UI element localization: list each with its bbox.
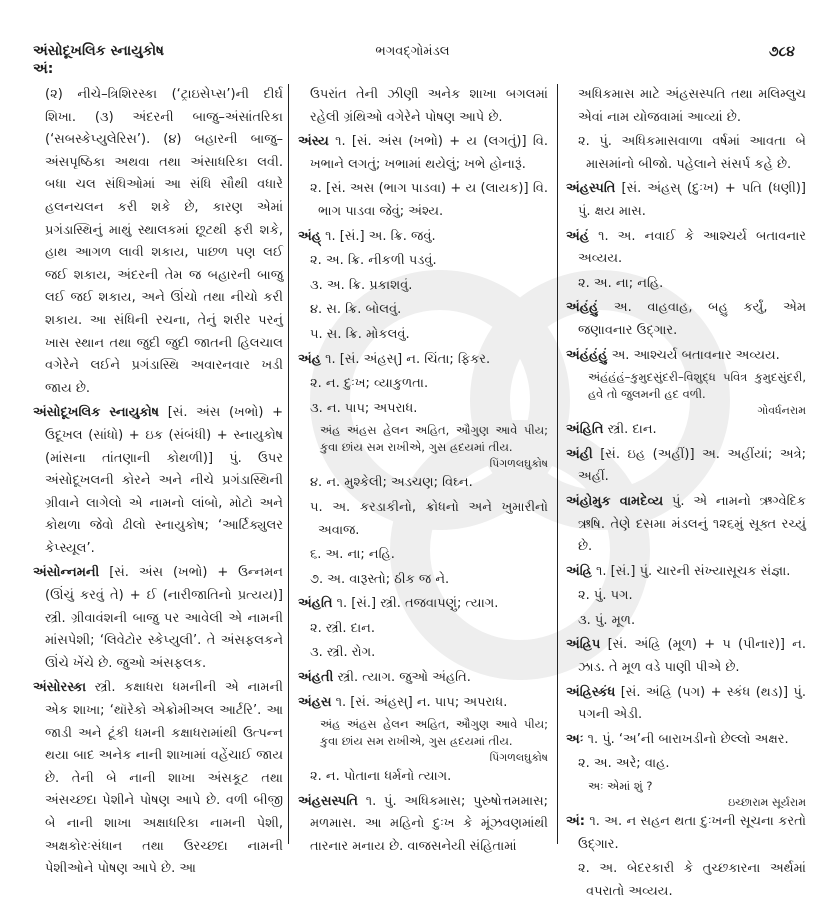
definition-text: [સં. અંહ્રિ (પગ) + સ્કંધ (થડ)] પું. પગની એડી.	[578, 684, 806, 723]
sense-item	[298, 472, 548, 495]
dictionary-entry	[298, 349, 548, 372]
definition-text: ૫. સ. ક્રિ. મોકલવું.	[310, 326, 410, 342]
sense-item	[298, 373, 548, 396]
definition-text: ૪. ન. મુશ્કેલી; અડચણ; વિઘ્ન.	[310, 475, 473, 491]
quote-text: અંહ અંહસ હેલન અહિત, ઔગુણ આવે પીય; કુવા છાંય સમ રાખીએ, ગુસ હ્રદયમાં તીય.	[320, 423, 548, 455]
dictionary-entry	[33, 402, 283, 560]
definition-text: ૬. અ. ના; નહિ.	[310, 547, 395, 563]
sense-item	[298, 250, 548, 273]
quote-text: અઃ એમાં શું ?	[588, 779, 653, 794]
headword: અંહોમુક વામદેવ્ય	[566, 493, 664, 509]
definition-text: સ્ત્રી. દાન.	[607, 422, 657, 438]
sense-item	[298, 569, 548, 592]
definition-text: ૨. સ્ત્રી. દાન.	[310, 620, 375, 636]
page-title: ભગવદ્ગોમંડલ	[375, 44, 450, 59]
definition-text: ૨. અ. ના; નહિ.	[578, 275, 664, 291]
definition-text: ૩. ન. પાપ; અપરાધ.	[310, 400, 418, 416]
headword: અંહસસ્પતિ	[298, 793, 358, 809]
sense-item	[566, 610, 806, 633]
headword: અંહંહું	[566, 300, 599, 316]
dictionary-entry	[298, 131, 548, 176]
dictionary-entry	[566, 178, 806, 223]
quotation	[566, 369, 806, 419]
headword: અંહંહંહું	[566, 347, 608, 363]
headword: અંહી	[566, 446, 593, 462]
quote-source: પિંગળલઘુકોષ	[489, 751, 548, 765]
sense-item	[298, 497, 548, 542]
headword: અંહ્રિ	[566, 563, 592, 579]
column-3	[566, 84, 806, 905]
sense-item	[298, 275, 548, 298]
headword: અંહસ્પતિ	[566, 181, 616, 197]
definition-text: ૧. અ. નવાઈ કે આશ્ચર્ય બતાવનાર અવ્યય.	[578, 228, 806, 267]
running-head-last-word: અં:	[33, 61, 54, 77]
dictionary-entry	[566, 226, 806, 271]
definition-text: ૧. [સં. અંસ (ખભો) + ય (લગતું)] વિ. ખભાને લગતું; ખભામાં થયેલું; ખભે હોનારૂં.	[310, 134, 548, 172]
definition-text: ૨. [સં. અસ (ભાગ પાડવા) + ય (લાયક)] વિ. ભાગ પાડવા જેવું; અંશ્ય.	[310, 181, 548, 219]
headword: અંહસ	[298, 694, 332, 710]
dictionary-entry	[33, 677, 283, 880]
definition-text: ૩. અ. ક્રિ. પ્રકાશવું.	[310, 277, 413, 293]
definition-text: ૧. પું. અધિકમાસ; પુરુષોત્તમમાસ; મળમાસ. આ મહિનો દુઃખ કે મૂંઝવણમાંથી તારનાર મનાય છે. વાજસનેયી સંહિતામાં	[310, 793, 548, 855]
column-2	[298, 84, 548, 861]
dictionary-entry	[298, 226, 548, 249]
definition-text: સ્ત્રી. કક્ષાધરા ધમનીની એ નામની એક શાખા; ‘થૉરેકો એક્રોમીઅલ આર્ટરિ’. આ જાડી અને ટૂંકી ધમની કક્ષાધરામાંથી ઉત્પન્ન થયા બાદ અનેક નાની શાખામાં વહેંચાઈ જાય છે. તેની બે નાની શાખા અંસકૂટ તથા અંસચ્છદા પેશીને પોષણ આપે છે. વળી બીજી બે નાની શાખા અક્ષાધરિકા નામની પેશી, અક્ષકોરઃસંધાન તથા ઉરચ્છદા નામની પેશીઓને પોષણ આપે છે. આ	[45, 680, 283, 877]
continued-text	[298, 84, 548, 129]
page-number: ૭૮૪	[768, 44, 795, 60]
definition-text: પું. એ નામનો ઋગ્વેદિક ઋષિ. તેણે દસમા મંડલનું ૧૨૬મું સૂક્ત રચ્યું છે.	[578, 493, 806, 555]
dictionary-entry	[566, 561, 806, 584]
dictionary-entry	[566, 682, 806, 727]
quote-text: અંહ અંહસ હેલન અહિત, ઔગુણ આવે પીય; કુવા છાંય સમ રાખીએ, ગુસ હ્રદયમાં તીય.	[320, 717, 548, 749]
headword: અંહ્	[298, 228, 321, 244]
definition-text: ૧. [સં.] અ. ક્રિ. જવું.	[325, 228, 436, 244]
sense-item	[566, 585, 806, 608]
definition-text: ૧. અ. ન સહન થતા દુઃખની સૂચના કરતો ઉદ્ગાર.	[578, 814, 806, 852]
definition-text: ૧. [સં.] સ્ત્રી. તજવાપણું; ત્યાગ.	[336, 596, 499, 612]
sense-item	[566, 273, 806, 296]
continued-text	[33, 84, 283, 400]
sense-item	[298, 178, 548, 223]
dictionary-entry	[298, 692, 548, 715]
headword: અં:	[566, 814, 585, 830]
sense-item	[298, 618, 548, 641]
definition-text: સ્ત્રી. ત્યાગ. જુઓ અંહતિ.	[337, 670, 471, 686]
definition-text: ૨. અ. બેદરકારી કે તુચ્છકારના અર્થમાં વપરાતો અવ્યય.	[578, 861, 806, 899]
dictionary-entry	[566, 729, 806, 752]
definition-text: ૭. અ. વારૂસ્તો; ઠીક જ ને.	[310, 571, 450, 587]
definition-text: [સં. ઇહ (અહીં)] અ. અહીંયાં; અત્રે; અહીં.	[578, 446, 806, 485]
definition-text: [સં. અંહ્રિ (મૂળ) + પ (પીનાર)] ન. ઝાડ. તે મૂળ વડે પાણી પીએ છે.	[578, 637, 806, 676]
definition-text: ૨. પું. પગ.	[578, 588, 633, 604]
sense-item	[298, 766, 548, 789]
quotation	[298, 422, 548, 472]
sense-item	[298, 324, 548, 347]
dictionary-entry	[566, 491, 806, 559]
headword: અંહતિ	[298, 596, 333, 612]
definition-text: [સં. અંસ (ખભો) + ઉન્નમન (ઊંચું કરવું તે) + ઈ (નારીજાતિનો પ્રત્યય)] સ્ત્રી. ગ્રીવાવંશની બાજુ પર આવેલી એ નામની માંસપેશી; ‘લિવેટોર સ્કેપ્યુલી’. તે અંસફલકને ઊંચે ખેંચે છે. જુઓ અંસફલક.	[45, 565, 283, 671]
definition-text: [સં. અંસ (ખભો) + ઉદૂખલ (સાંધો) + ઇક (સંબંધી) + સ્નાયુકોષ (માંસના તાંતણાની કોથળી)] પું. ઉપર અંસોદૂખલની કોરને અને નીચે પ્રગંડાસ્થિની ગ્રીવાને લાગેલો એ નામનો લાંબો, મોટો અને કોથળા જેવો ઢીલો સ્નાયુકોષ; ‘આર્ટિક્યુલર કેપ્સ્યૂલ’.	[45, 405, 283, 556]
dictionary-entry	[298, 593, 548, 616]
dictionary-entry	[566, 419, 806, 442]
definition-text: ૫. અ. કરડાકીનો, ક્રોધનો અને ખુમારીનો અવાજ.	[310, 499, 548, 538]
running-head-first-word: અંસોદૂખલિક સ્નાયુકોષ	[33, 43, 164, 59]
quote-source: પિંગળલઘુકોષ	[489, 457, 548, 471]
quote-text: અંહંહંહં–કુમુદસુંદરી–વિશુદ્ધ પવિત્ર કુમુદસુંદરી, હવે તો જુલમની હદ વળી.	[588, 370, 806, 402]
definition-text: ૨. અ. ક્રિ. નીકળી પડવું.	[310, 253, 437, 269]
headword: અંહ્રિસ્કંધ	[566, 684, 616, 700]
sense-item	[298, 642, 548, 665]
definition-text: ૨. ન. દુઃખ; વ્યાકુળતા.	[310, 376, 429, 392]
dictionary-entry	[566, 297, 806, 342]
sense-item	[298, 299, 548, 322]
definition-text: ૩. પું. મૂળ.	[578, 612, 636, 628]
dictionary-entry	[566, 634, 806, 679]
definition-text: ૧. પું. ‘અ’ની બારાખડીનો છેલ્લો અક્ષર.	[587, 731, 789, 747]
definition-text: ૧. [સં.] પું. ચારની સંખ્યાસૂચક સંજ્ઞા.	[596, 563, 791, 579]
sense-item	[298, 398, 548, 421]
definition-text: ૩. સ્ત્રી. રોગ.	[310, 645, 376, 661]
definition-text: (૨) નીચે–ત્રિશિરસ્કા (‘ટ્રાઇસેપ્સ’)ની દીર્ઘ શિખા. (૩) અંદરની બાજુ–અંસાંતરિકા (‘સબસ્કેપ્યુલેરિસ’). (૪) બહારની બાજુ–અંસપૃષ્ઠિકા અથવા તથા અંસાધરિકા લવી. બધા ચલ સંધિઓમાં આ સંધિ સૌથી વધારે હલનચલન કરી શકે છે, કારણ એમાં પ્રગંડાસ્થિનું માથું સ્થાલકમાં છૂટથી ફરી શકે, હાથ આગળ લાવી શકાય, પાછળ પણ લઈ જઈ શકાય, અંદરની તેમ જ બહારની બાજુ લઈ જઈ શકાય, અને ઊંચો તથા નીચો કરી શકાય. આ સંધિની રચના, તેનું શરીર પરનું ખાસ સ્થાન તથા જુદી જુદી જાતની હિલચાલ વગેરેને લઈને પ્રગંડાસ્થિ અવારનવાર ખડી જાય છે.	[45, 87, 283, 396]
dictionary-entry	[566, 444, 806, 489]
headword: અંહ્રિપ	[566, 637, 601, 653]
dictionary-entry	[33, 562, 283, 675]
dictionary-entry	[566, 811, 806, 856]
headword: અઃ	[566, 731, 584, 747]
dictionary-entry	[566, 345, 806, 368]
continued-text	[566, 84, 806, 129]
column-1	[33, 84, 283, 883]
quotation	[566, 778, 806, 811]
definition-text: ૧. [સં. અંહસ્] ન. પાપ; અપરાધ.	[335, 694, 508, 710]
sense-item	[566, 858, 806, 903]
headword: અંહિતિ	[566, 422, 604, 438]
quote-source: ગોવર્ધનરામ	[757, 404, 806, 418]
sense-item	[298, 544, 548, 567]
definition-text: અ. વાહવાહ, બહુ કર્યું, એમ જણાવનાર ઉદ્ગાર.	[578, 300, 806, 338]
dictionary-entry	[298, 791, 548, 859]
headword: અંસોરસ્કા	[33, 680, 87, 696]
column-divider	[557, 84, 558, 844]
column-divider	[288, 84, 289, 844]
headword: અંહ	[298, 351, 321, 367]
definition-text: અ. આશ્ચર્ય બતાવનાર અવ્યય.	[611, 347, 780, 363]
definition-text: [સં. અંહસ્ (દુઃખ) + પતિ (ધણી)] પું. ક્ષય માસ.	[578, 181, 806, 219]
headword: અંસ્ય	[298, 134, 329, 150]
headword: અંસોદૂખલિક સ્નાયુકોષ	[33, 405, 160, 421]
definition-text: અધિકમાસ માટે અંહસસ્પતિ તથા મલિમ્લુચ એવાં નામ યોજવામાં આવ્યાં છે.	[578, 87, 806, 125]
definition-text: ૧. [સં. અંહસ્] ન. ચિંતા; ફિકર.	[325, 351, 491, 367]
definition-text: ૨. પું. અધિકમાસવાળા વર્ષમાં આવતા બે માસમાંનો બીજો. પહેલાને સંસર્પ કહે છે.	[578, 134, 806, 172]
quotation	[298, 716, 548, 766]
definition-text: ૨. ન. પોતાના ધર્મનો ત્યાગ.	[310, 769, 452, 785]
definition-text: ૪. સ. ક્રિ. બોલવું.	[310, 302, 402, 318]
headword: અંહતી	[298, 670, 334, 686]
headword: અંહં	[566, 228, 589, 244]
definition-text: ૨. અ. અરે; વાહ.	[578, 756, 670, 772]
headword: અંસોન્નમની	[33, 565, 100, 581]
sense-item	[566, 131, 806, 176]
quote-source: ઇચ્છારામ સૂર્યરામ	[728, 796, 806, 810]
definition-text: ઉપરાંત તેની ઝીણી અનેક શાખા બગલમાં રહેલી ગ્રંથિઓ વગેરેને પોષણ આપે છે.	[310, 87, 548, 125]
dictionary-entry	[298, 667, 548, 690]
sense-item	[566, 753, 806, 776]
